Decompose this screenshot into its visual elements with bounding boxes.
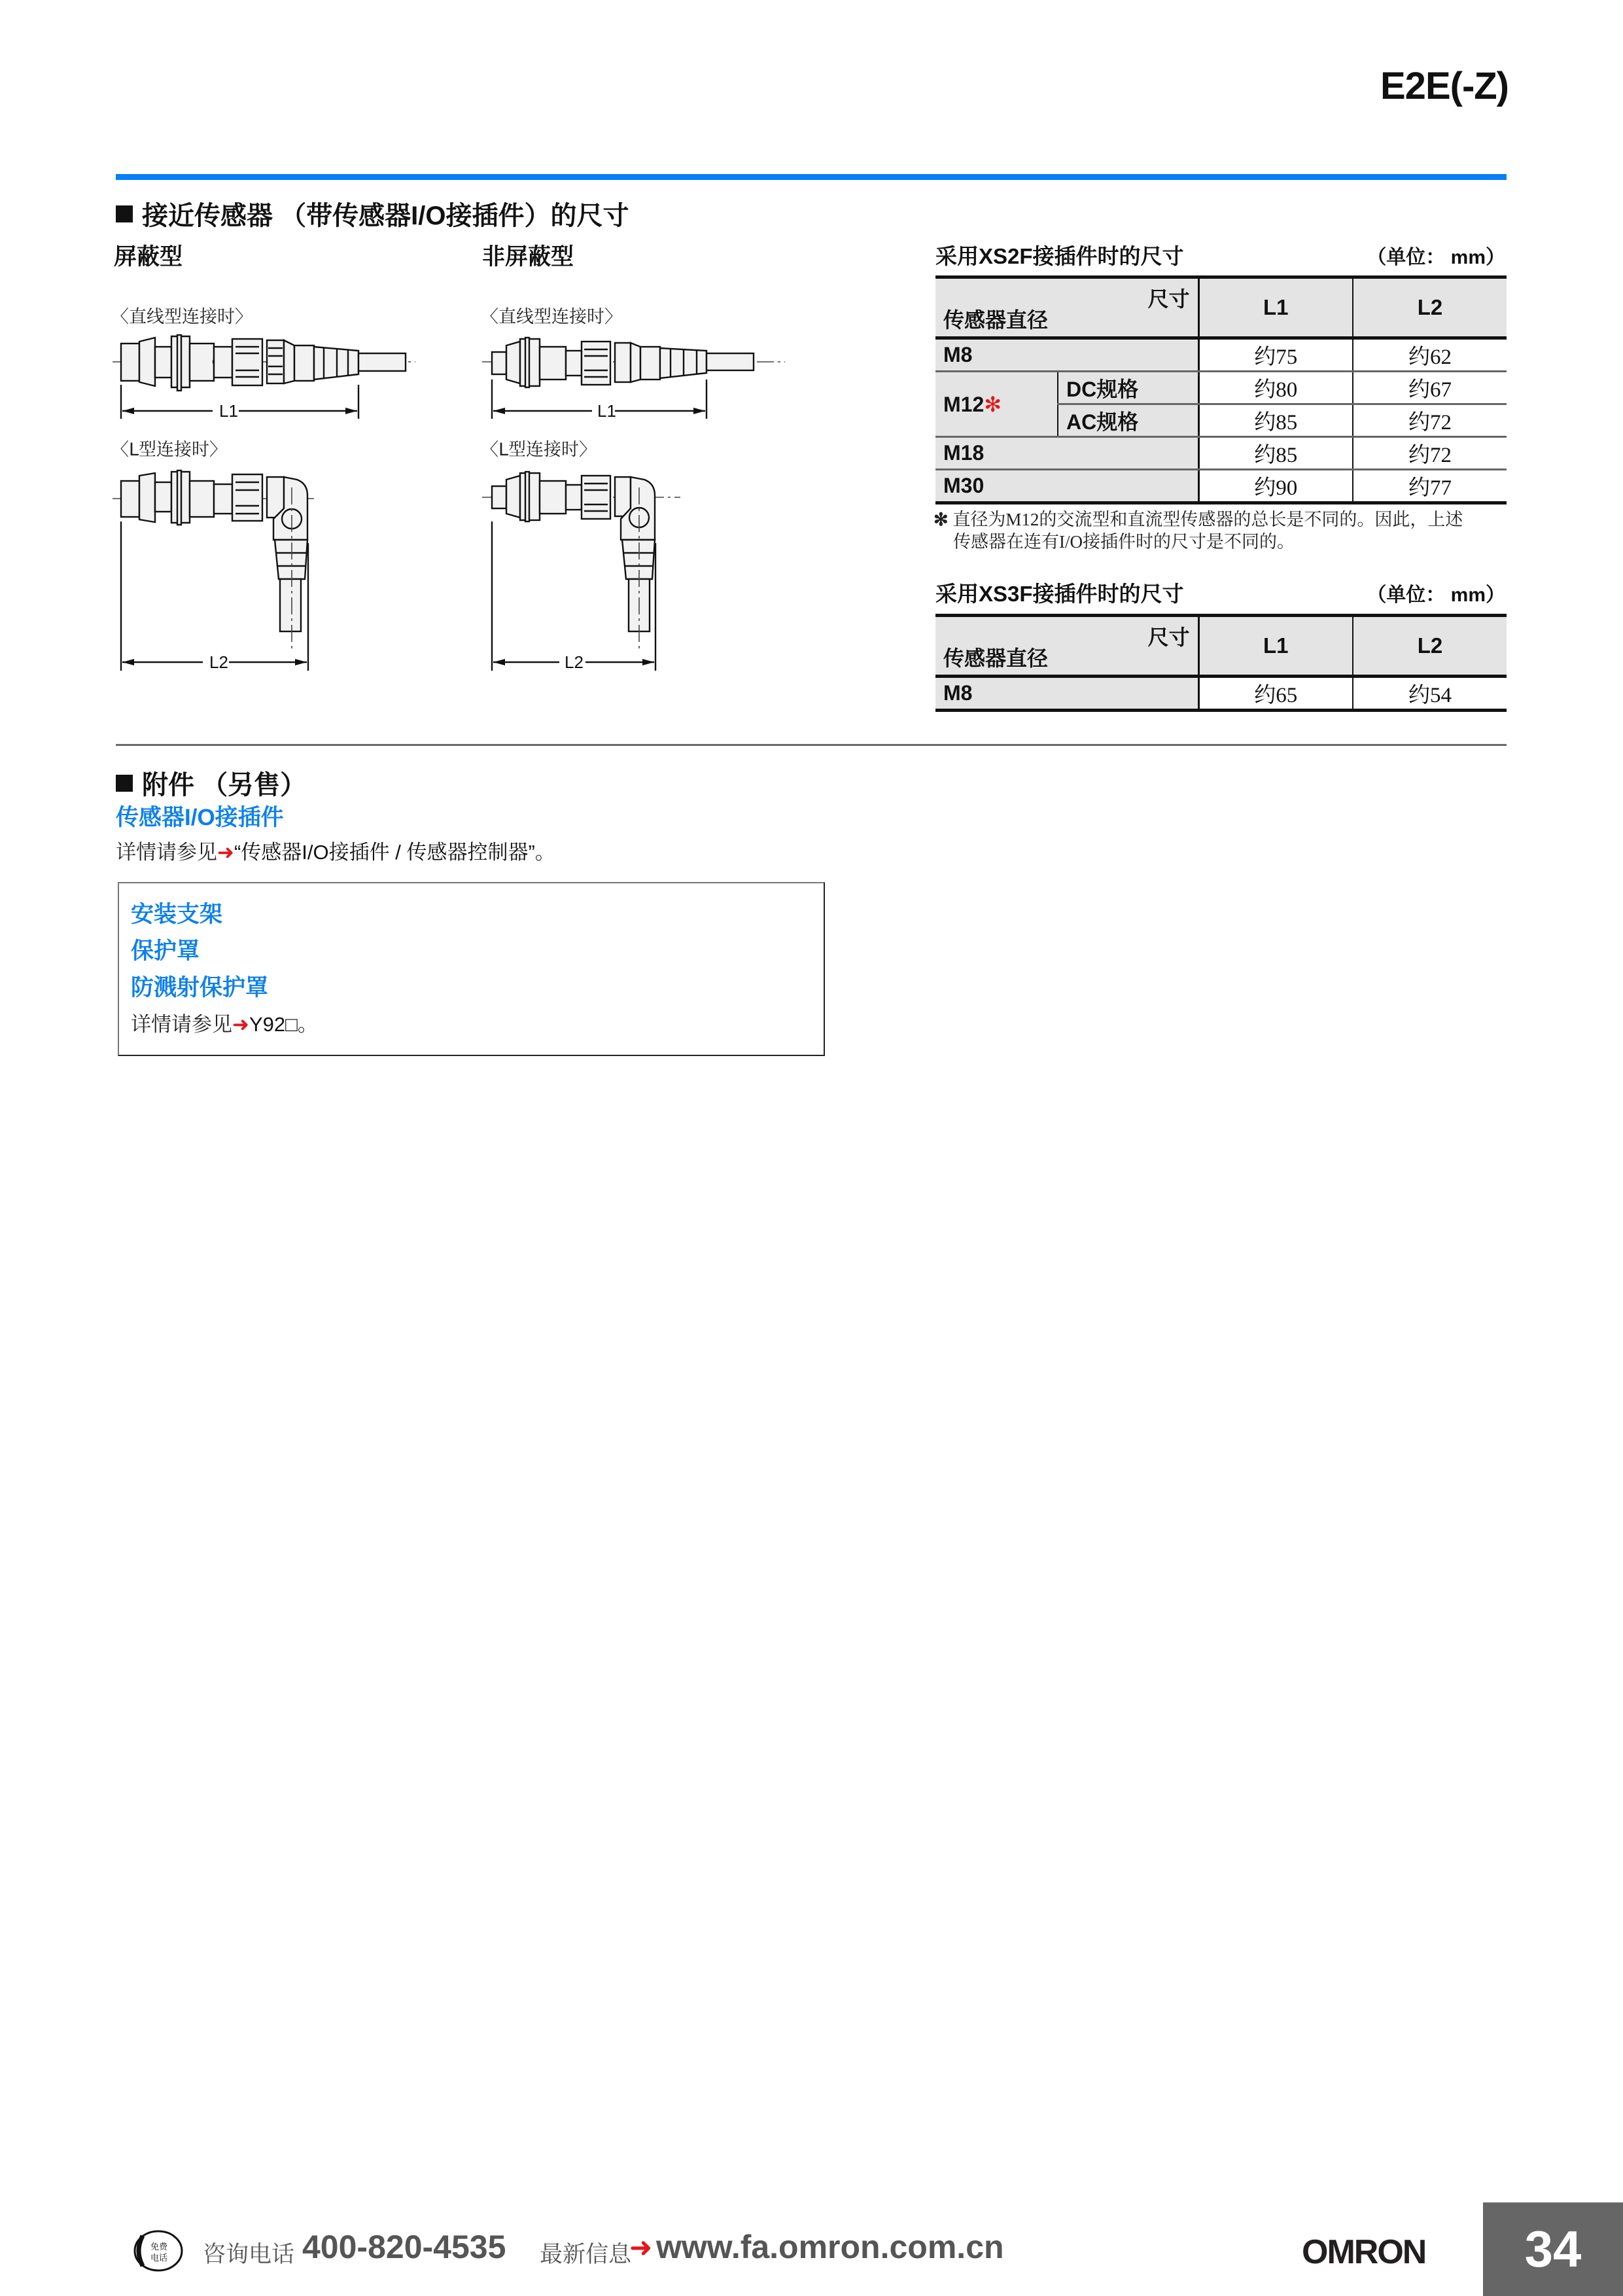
info-label: 最新信息	[540, 2242, 632, 2267]
unshielded-straight-drawing	[481, 327, 808, 425]
unshielded-l-caption: 〈L型连接时〉	[481, 440, 597, 460]
shielded-l-caption: 〈L型连接时〉	[111, 440, 228, 460]
xs2f-dimension-table	[935, 275, 1507, 504]
page-number: 34	[1483, 2202, 1623, 2296]
table-header-row	[935, 277, 1507, 338]
table-row: M8 约65 约54	[935, 677, 1507, 711]
header-divider	[116, 174, 1507, 180]
svg-text:L1: L1	[597, 401, 616, 421]
svg-text:电话: 电话	[150, 2253, 168, 2263]
unshielded-straight-caption: 〈直线型连接时〉	[481, 307, 622, 327]
splash-cover-link[interactable]: 防溅射保护罩	[131, 975, 269, 1000]
table-row: M8 约75 约62	[935, 338, 1507, 372]
arrow-right-icon: ➜	[629, 2232, 653, 2263]
shielded-l-drawing	[111, 461, 334, 677]
xs3f-unit: （单位： mm）	[1367, 584, 1505, 606]
arrow-right-icon: ➜	[232, 1013, 249, 1036]
xs3f-table-title: 采用XS3F接插件时的尺寸	[935, 582, 1184, 606]
m12-cell: M12✻	[935, 372, 1058, 437]
unshielded-label: 非屏蔽型	[482, 244, 574, 270]
arrow-right-icon: ➜	[217, 841, 234, 864]
connector-reference: 详情请参见➜“传感器I/O接插件 / 传感器控制器”。	[116, 841, 555, 864]
connector-reference-link[interactable]: “传感器I/O接插件 / 传感器控制器”。	[234, 841, 555, 864]
section-divider	[116, 744, 1507, 746]
svg-text:L2: L2	[565, 652, 584, 672]
xs2f-table-title: 采用XS2F接插件时的尺寸	[935, 244, 1184, 268]
y92-reference: 详情请参见➜Y92□。	[131, 1013, 318, 1036]
shielded-label: 屏蔽型	[114, 244, 183, 270]
header-l1: L1	[1198, 277, 1353, 338]
y92-reference-link[interactable]: Y92□。	[249, 1013, 318, 1036]
table-row: M18 约85 约72	[935, 437, 1507, 470]
header-l2: L2	[1353, 277, 1507, 338]
xs2f-unit: （单位： mm）	[1367, 247, 1505, 268]
sensor-io-connector-link[interactable]: 传感器I/O接插件	[116, 805, 284, 830]
unshielded-l-drawing	[481, 461, 703, 677]
header-diameter: 传感器直径	[943, 308, 1049, 332]
header-size: 尺寸	[1147, 287, 1190, 311]
website-link[interactable]: www.fa.omron.com.cn	[656, 2229, 1004, 2265]
omron-logo: OMRON	[1302, 2233, 1426, 2271]
section-accessories-heading: 附件 （另售）	[116, 764, 306, 802]
section-dimensions-title: 接近传感器 （带传感器I/O接插件）的尺寸	[142, 202, 629, 230]
phone-number[interactable]: 400-820-4535	[302, 2229, 506, 2265]
section-dimensions-heading	[116, 195, 629, 232]
asterisk-icon: ✻	[934, 510, 949, 529]
table-row: M12✻ DC规格 约80 约67	[935, 372, 1507, 404]
table-header-row: 尺寸 传感器直径 L1 L2	[935, 616, 1507, 677]
square-bullet-icon	[116, 205, 133, 222]
svg-text:L1: L1	[219, 401, 238, 421]
svg-text:免费: 免费	[150, 2242, 168, 2252]
protective-cover-link[interactable]: 保护罩	[131, 938, 200, 964]
phone-icon	[131, 2228, 186, 2274]
square-bullet-icon	[116, 775, 133, 792]
mounting-bracket-link[interactable]: 安装支架	[131, 902, 223, 927]
shielded-straight-caption: 〈直线型连接时〉	[111, 307, 253, 327]
svg-text:L2: L2	[209, 652, 228, 672]
table-row: M30 约90 约77	[935, 470, 1507, 503]
shielded-straight-drawing	[111, 327, 438, 425]
asterisk-marker: ✻	[984, 392, 1002, 416]
xs3f-dimension-table	[935, 614, 1507, 712]
phone-label: 咨询电话	[203, 2242, 295, 2267]
product-title: E2E(-Z)	[1380, 65, 1509, 107]
table-row: AC规格 约85 约72	[935, 404, 1507, 437]
xs2f-footnote: ✻ 直径为M12的交流型和直流型传感器的总长是不同的。因此，上述 传感器在连有I/O接插件时的尺寸是不同的。	[934, 510, 1463, 552]
